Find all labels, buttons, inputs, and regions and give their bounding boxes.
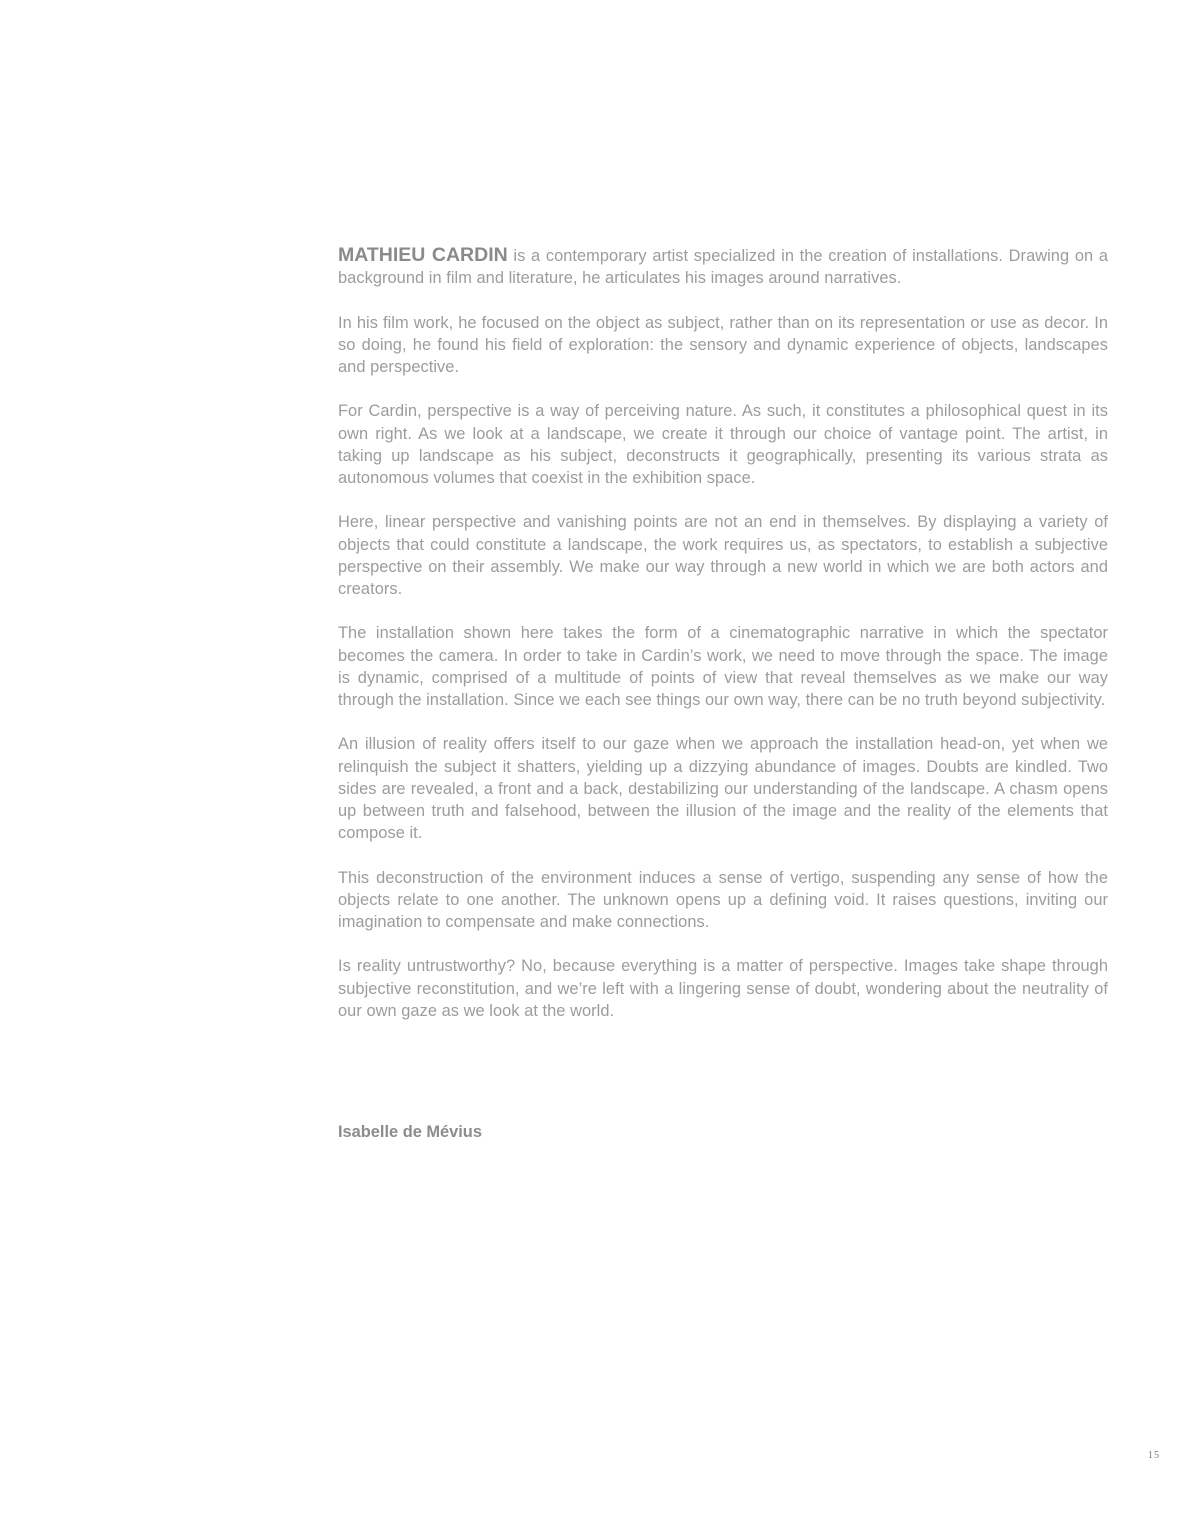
paragraph-6: This deconstruction of the environment induces a sense of vertigo, suspending any sense of how the objects relate to one another. The unknown opens up a defining void. It raises questions, inviting our imagination to compensate and make connections. bbox=[338, 868, 1108, 931]
page-number: 15 bbox=[1148, 1450, 1160, 1461]
author-signature: Isabelle de Mévius bbox=[338, 1123, 482, 1141]
article-body bbox=[338, 244, 1108, 1044]
paragraph-intro bbox=[338, 244, 1108, 289]
paragraph-5: An illusion of reality offers itself to our gaze when we approach the installation head-on, yet when we relinquish the subject it shatters, yielding up a dizzying abundance of images. Doubts are kindled. Two sides are revealed, a front and a back, destabilizing our understanding of the landscape. A chasm opens up between truth and falsehood, between the illusion of the image and the reality of the elements that compose it. bbox=[338, 735, 1108, 843]
paragraph-7: Is reality untrustworthy? No, because everything is a matter of perspective. Images take shape through subjective reconstitution, and we’re left with a lingering sense of doubt, wondering about the neutrality of our own gaze as we look at the world. bbox=[338, 957, 1108, 1020]
paragraph-3: Here, linear perspective and vanishing points are not an end in themselves. By displaying a variety of objects that could constitute a landscape, the work requires us, as spectators, to establish a subjective perspective on their assembly. We make our way through a new world in which we are both actors and creators. bbox=[338, 513, 1108, 598]
paragraph-4: The installation shown here takes the form of a cinematographic narrative in which the spectator becomes the camera. In order to take in Cardin’s work, we need to move through the space. The image is dynamic, comprised of a multitude of points of view that reveal themselves as we make our way through the installation. Since we each see things our own way, there can be no truth beyond subjectivity. bbox=[338, 624, 1108, 709]
paragraph-2: For Cardin, perspective is a way of perceiving nature. As such, it constitutes a philosophical quest in its own right. As we look at a landscape, we create it through our choice of vantage point. The artist, in taking up landscape as his subject, deconstructs it geographically, presenting its various strata as autonomous volumes that coexist in the exhibition space. bbox=[338, 402, 1108, 487]
paragraph-1: In his film work, he focused on the object as subject, rather than on its representation or use as decor. In so doing, he found his field of exploration: the sensory and dynamic experience of objects, landscapes and perspective. bbox=[338, 313, 1108, 376]
artist-name: MATHIEU CARDIN bbox=[338, 244, 508, 266]
intro-text: is a contemporary artist specialized in the creation of installations. Drawing on a background in film and literature, he articulates his images around narratives. bbox=[338, 247, 1108, 288]
